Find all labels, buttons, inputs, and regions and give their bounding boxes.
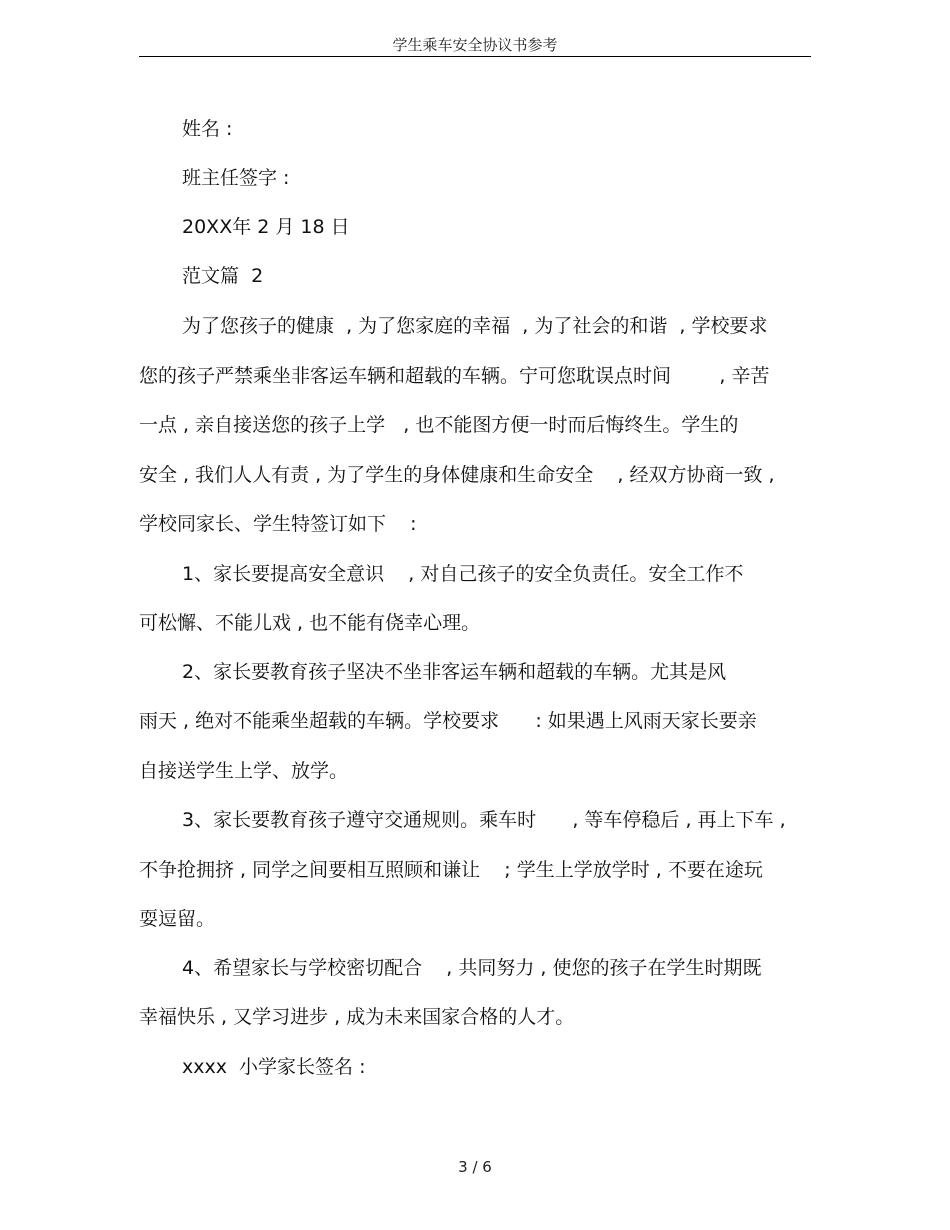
name-label: 姓名 : (182, 118, 233, 140)
section-title: 范文篇 2 (182, 265, 264, 287)
teacher-signature-label: 班主任签字 : (182, 167, 290, 189)
date-line: 20XX年 2 月 18 日 (182, 216, 350, 238)
clause-3-line: 耍逗留。 (139, 908, 216, 930)
clause-1-line: 1、家长要提高安全意识 , 对自己孩子的安全负责任。安全工作不 (182, 563, 744, 585)
clause-4-line: 4、希望家长与学校密切配合 , 共同努力 , 使您的孩子在学生时期既 (182, 957, 762, 979)
running-header: 学生乘车安全协议书参考 (392, 36, 558, 54)
clause-3-line: 3、家长要教育孩子遵守交通规则。乘车时 , 等车停稳后 , 再上下车 , (182, 809, 786, 831)
clause-2-line: 自接送学生上学、放学。 (139, 760, 349, 782)
intro-line: 学校同家长、学生特签订如下 : (139, 513, 417, 535)
clause-1-line: 可松懈、不能儿戏 , 也不能有侥幸心理。 (139, 612, 481, 634)
intro-line: 一点 , 亲自接送您的孩子上学 , 也不能图方便一时而后悔终生。学生的 (139, 414, 739, 436)
parent-signature-label: xxxx 小学家长签名 : (182, 1056, 366, 1078)
clause-4-line: 幸福快乐 , 又学习进步 , 成为未来国家合格的人才。 (139, 1006, 575, 1028)
clause-3-line: 不争抢拥挤 , 同学之间要相互照顾和谦让 ; 学生上学放学时 , 不要在途玩 (139, 859, 763, 881)
intro-line: 安全 , 我们人人有责 , 为了学生的身体健康和生命安全 , 经双方协商一致 , (139, 464, 775, 486)
clause-2-line: 2、家长要教育孩子坚决不坐非客运车辆和超载的车辆。尤其是风 (182, 661, 727, 683)
intro-line: 为了您孩子的健康 , 为了您家庭的幸福 , 为了社会的和谐 , 学校要求 (182, 315, 768, 337)
header-rule (139, 56, 811, 57)
page-number: 3 / 6 (458, 1158, 492, 1176)
intro-line: 您的孩子严禁乘坐非客运车辆和超载的车辆。宁可您耽误点时间 , 辛苦 (139, 365, 770, 387)
clause-2-line: 雨天 , 绝对不能乘坐超载的车辆。学校要求 : 如果遇上风雨天家长要亲 (139, 710, 757, 732)
